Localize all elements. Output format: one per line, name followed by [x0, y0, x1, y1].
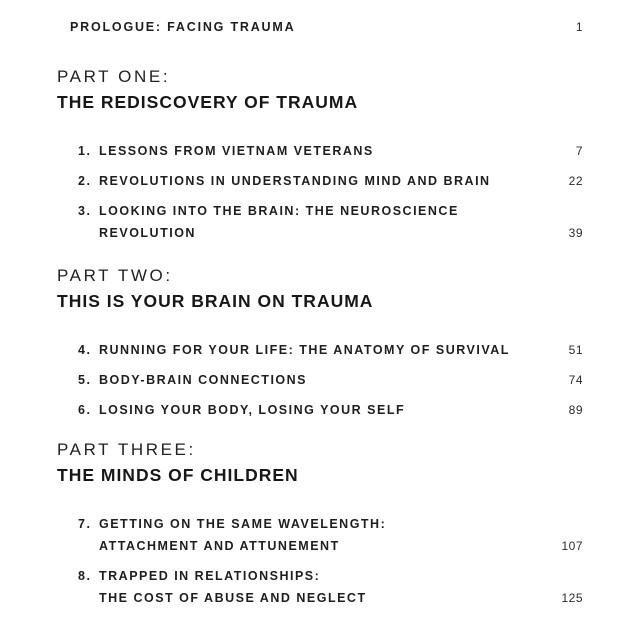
chapter-number: 4.	[78, 343, 92, 357]
part-two-chapter-list	[57, 339, 583, 421]
chapter-number: 1.	[78, 144, 92, 158]
chapter-title-line: RUNNING FOR YOUR LIFE: THE ANATOMY OF SURVIVAL	[99, 343, 510, 357]
chapter-title	[99, 200, 559, 244]
chapter-number: 5.	[78, 373, 92, 387]
part-one-chapter-list	[57, 140, 583, 244]
chapter-title-line: THE COST OF ABUSE AND NEGLECT	[99, 591, 367, 605]
chapter-page-number: 107	[561, 539, 583, 553]
chapter-number: 6.	[78, 403, 92, 417]
chapter-title	[99, 565, 551, 609]
part-section-three	[57, 441, 583, 609]
part-three-title: THE MINDS OF CHILDREN	[57, 465, 299, 485]
chapter-number: 7.	[78, 517, 92, 531]
chapter-title-line: GETTING ON THE SAME WAVELENGTH:	[99, 517, 387, 531]
chapter-page-number: 22	[568, 174, 583, 188]
chapter-title-line: LOOKING INTO THE BRAIN: THE NEUROSCIENCE	[99, 204, 459, 218]
chapter-entry-5	[57, 369, 583, 391]
chapter-title	[99, 513, 551, 557]
part-three-kicker: PART THREE:	[57, 440, 196, 459]
chapter-page-number: 74	[568, 373, 583, 387]
chapter-title	[99, 399, 559, 421]
chapter-title	[99, 170, 559, 192]
chapter-title-line: ATTACHMENT AND ATTUNEMENT	[99, 539, 340, 553]
chapter-entry-7	[57, 513, 583, 557]
chapter-page-number: 125	[561, 591, 583, 605]
part-section-one	[57, 68, 583, 244]
chapter-page-number: 7	[575, 144, 583, 158]
chapter-entry-3	[57, 200, 583, 244]
prologue-entry	[70, 20, 583, 34]
chapter-title	[99, 140, 566, 162]
part-two-kicker: PART TWO:	[57, 266, 173, 285]
chapter-entry-2	[57, 170, 583, 192]
prologue-label: PROLOGUE: FACING TRAUMA	[70, 20, 296, 34]
chapter-title-line: LOSING YOUR BODY, LOSING YOUR SELF	[99, 403, 406, 417]
chapter-page-number: 39	[568, 226, 583, 240]
prologue-page-number: 1	[575, 20, 583, 34]
chapter-title-line: BODY-BRAIN CONNECTIONS	[99, 373, 308, 387]
chapter-title-line: REVOLUTIONS IN UNDERSTANDING MIND AND BRAIN	[99, 174, 491, 188]
chapter-entry-4	[57, 339, 583, 361]
chapter-number: 2.	[78, 174, 92, 188]
chapter-entry-6	[57, 399, 583, 421]
chapter-title	[99, 339, 559, 361]
chapter-title-line: TRAPPED IN RELATIONSHIPS:	[99, 569, 321, 583]
part-one-title: THE REDISCOVERY OF TRAUMA	[57, 92, 359, 112]
chapter-title	[99, 369, 559, 391]
part-two-title: THIS IS YOUR BRAIN ON TRAUMA	[57, 291, 374, 311]
chapter-page-number: 51	[568, 343, 583, 357]
part-section-two	[57, 267, 583, 421]
chapter-entry-1	[57, 140, 583, 162]
chapter-number: 8.	[78, 569, 92, 583]
chapter-title-line: LESSONS FROM VIETNAM VETERANS	[99, 144, 374, 158]
chapter-entry-8	[57, 565, 583, 609]
chapter-title-line: REVOLUTION	[99, 226, 196, 240]
part-one-kicker: PART ONE:	[57, 67, 171, 86]
chapter-page-number: 89	[568, 403, 583, 417]
part-three-chapter-list	[57, 513, 583, 609]
chapter-number: 3.	[78, 204, 92, 218]
